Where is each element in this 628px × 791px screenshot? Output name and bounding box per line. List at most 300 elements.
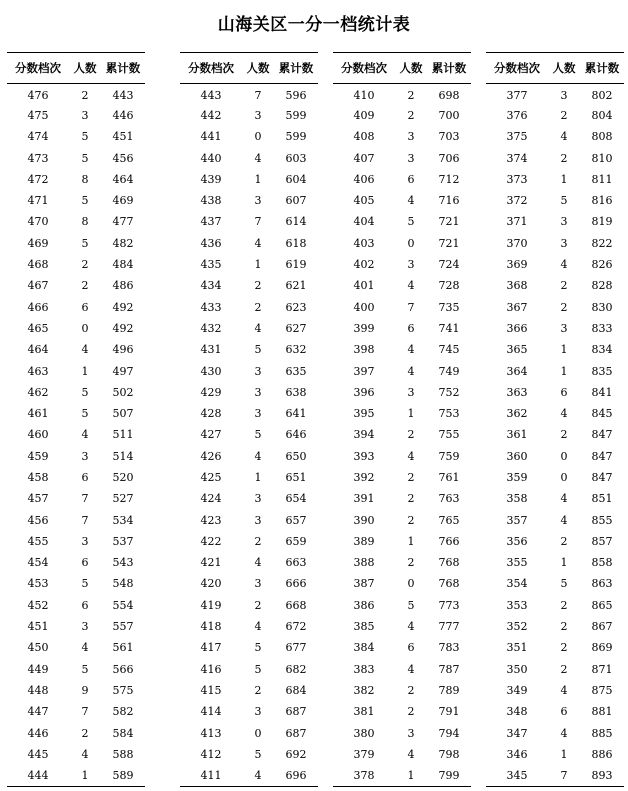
cumulative-cell: 826: [591, 258, 613, 272]
cumulative-cell: 621: [285, 279, 307, 293]
score-cell: 403: [353, 236, 375, 250]
count-cell: 6: [407, 172, 415, 186]
table-row: [333, 616, 471, 637]
table-row: [486, 211, 624, 232]
count-cell: 3: [254, 108, 262, 122]
count-cell: 1: [407, 534, 415, 548]
count-cell: 3: [254, 364, 262, 378]
cumulative-cell: 741: [438, 321, 460, 335]
table-header-row: [7, 53, 145, 84]
table-row: [7, 382, 145, 403]
table-row: [486, 382, 624, 403]
score-cell: 441: [200, 130, 222, 144]
score-cell: 427: [200, 428, 222, 442]
cumulative-cell: 789: [438, 683, 460, 697]
cumulative-cell: 482: [112, 236, 134, 250]
cumulative-cell: 511: [112, 428, 134, 442]
cumulative-cell: 716: [438, 194, 460, 208]
score-cell: 470: [27, 215, 49, 229]
cumulative-cell: 847: [591, 449, 613, 463]
score-cell: 424: [200, 492, 222, 506]
score-cell: 435: [200, 258, 222, 272]
count-cell: 3: [81, 449, 89, 463]
cumulative-cell: 768: [438, 577, 460, 591]
cumulative-cell: 799: [427, 765, 471, 786]
score-cell: 425: [200, 470, 222, 484]
count-cell: 7: [548, 765, 580, 786]
score-cell: 392: [353, 470, 375, 484]
score-cell: 408: [353, 130, 375, 144]
score-cell: 436: [200, 236, 222, 250]
score-cell: 428: [200, 407, 222, 421]
cumulative-cell: 703: [438, 130, 460, 144]
table-row: [486, 275, 624, 296]
table-row: [180, 424, 318, 445]
count-cell: 2: [81, 279, 89, 293]
score-cell: 458: [27, 470, 49, 484]
cumulative-cell: 684: [285, 683, 307, 697]
header-cumulative: 累计数: [427, 53, 471, 84]
cumulative-cell: 446: [112, 108, 134, 122]
cumulative-cell: 650: [285, 449, 307, 463]
count-cell: 4: [242, 765, 274, 786]
score-cell: 446: [27, 726, 49, 740]
count-cell: 5: [81, 194, 89, 208]
count-cell: 4: [560, 726, 568, 740]
cumulative-cell: 596: [285, 88, 307, 102]
table-row: [486, 254, 624, 275]
table-row: [7, 680, 145, 701]
table-row: [7, 190, 145, 211]
score-cell: 377: [506, 88, 528, 102]
score-cell: 361: [506, 428, 528, 442]
cumulative-cell: 845: [591, 407, 613, 421]
table-row: [333, 169, 471, 190]
score-cell: 473: [27, 151, 49, 165]
cumulative-cell: 759: [438, 449, 460, 463]
count-cell: 5: [254, 428, 262, 442]
cumulative-cell: 492: [112, 321, 134, 335]
count-cell: 1: [560, 343, 568, 357]
count-cell: 2: [254, 534, 262, 548]
score-cell: 433: [200, 300, 222, 314]
count-cell: 2: [560, 641, 568, 655]
count-cell: 5: [254, 747, 262, 761]
count-cell: 6: [81, 556, 89, 570]
score-cell: 468: [27, 258, 49, 272]
page-title: 山海关区一分一档统计表: [217, 15, 411, 35]
table-row: [180, 339, 318, 360]
cumulative-cell: 618: [285, 236, 307, 250]
count-cell: 1: [81, 364, 89, 378]
count-cell: 0: [81, 321, 89, 335]
table-header-row: [486, 53, 624, 84]
score-cell: 350: [506, 662, 528, 676]
count-cell: 2: [560, 300, 568, 314]
score-cell: 401: [353, 279, 375, 293]
count-cell: 5: [560, 577, 568, 591]
table-row: [7, 722, 145, 743]
table-row: [7, 446, 145, 467]
cumulative-cell: 766: [438, 534, 460, 548]
count-cell: 1: [560, 364, 568, 378]
score-cell: 394: [353, 428, 375, 442]
cumulative-cell: 451: [112, 130, 134, 144]
cumulative-cell: 893: [580, 765, 624, 786]
cumulative-cell: 700: [438, 108, 460, 122]
count-cell: 4: [81, 343, 89, 357]
table-row: [486, 126, 624, 147]
table-row: [7, 254, 145, 275]
count-cell: 6: [560, 385, 568, 399]
header-score: 分数档次: [7, 53, 69, 84]
table-row: [333, 531, 471, 552]
score-cell: 391: [353, 492, 375, 506]
score-cell: 412: [200, 747, 222, 761]
cumulative-cell: 619: [285, 258, 307, 272]
table-row: [180, 488, 318, 509]
cumulative-cell: 537: [112, 534, 134, 548]
score-cell: 380: [353, 726, 375, 740]
table-row: [486, 744, 624, 765]
table-row: [333, 637, 471, 658]
score-cell: 393: [353, 449, 375, 463]
cumulative-cell: 607: [285, 194, 307, 208]
count-cell: 1: [254, 172, 262, 186]
table-row: [486, 84, 624, 105]
cumulative-cell: 749: [438, 364, 460, 378]
cumulative-cell: 514: [112, 449, 134, 463]
table-row: [180, 744, 318, 765]
count-cell: 4: [254, 620, 262, 634]
score-cell: 455: [27, 534, 49, 548]
table-row: [333, 382, 471, 403]
table-row: [180, 147, 318, 168]
table-row: [486, 701, 624, 722]
table-row: [333, 254, 471, 275]
table-row: [333, 211, 471, 232]
table-row: [486, 509, 624, 530]
count-cell: 3: [81, 620, 89, 634]
cumulative-cell: 798: [438, 747, 460, 761]
cumulative-cell: 659: [285, 534, 307, 548]
count-cell: 2: [254, 598, 262, 612]
table-row: [180, 275, 318, 296]
count-cell: 3: [254, 194, 262, 208]
score-cell: 414: [200, 705, 222, 719]
count-cell: 4: [254, 321, 262, 335]
cumulative-cell: 811: [591, 172, 613, 186]
cumulative-cell: 543: [112, 556, 134, 570]
score-cell: 367: [506, 300, 528, 314]
score-cell: 429: [200, 385, 222, 399]
cumulative-cell: 534: [112, 513, 134, 527]
cumulative-cell: 477: [112, 215, 134, 229]
score-cell: 404: [353, 215, 375, 229]
count-cell: 5: [81, 577, 89, 591]
cumulative-cell: 881: [591, 705, 613, 719]
score-cell: 440: [200, 151, 222, 165]
count-cell: 4: [407, 194, 415, 208]
score-cell: 348: [506, 705, 528, 719]
score-cell: 464: [27, 343, 49, 357]
count-cell: 4: [407, 449, 415, 463]
score-cell: 379: [353, 747, 375, 761]
table-row: [333, 360, 471, 381]
table-row: [7, 147, 145, 168]
table-row: [333, 318, 471, 339]
table-row: [7, 360, 145, 381]
table-row: [333, 467, 471, 488]
score-cell: 378: [333, 765, 395, 786]
score-cell: 439: [200, 172, 222, 186]
cumulative-cell: 765: [438, 513, 460, 527]
count-cell: 5: [81, 236, 89, 250]
cumulative-cell: 548: [112, 577, 134, 591]
cumulative-cell: 816: [591, 194, 613, 208]
score-cell: 373: [506, 172, 528, 186]
score-cell: 357: [506, 513, 528, 527]
table-row: [7, 531, 145, 552]
table-row: [180, 509, 318, 530]
cumulative-cell: 808: [591, 130, 613, 144]
count-cell: 6: [81, 470, 89, 484]
cumulative-cell: 830: [591, 300, 613, 314]
score-cell: 461: [27, 407, 49, 421]
count-cell: 4: [254, 556, 262, 570]
cumulative-cell: 851: [591, 492, 613, 506]
score-cell: 405: [353, 194, 375, 208]
score-cell: 432: [200, 321, 222, 335]
score-cell: 388: [353, 556, 375, 570]
cumulative-cell: 847: [591, 428, 613, 442]
score-cell: 421: [200, 556, 222, 570]
score-cell: 398: [353, 343, 375, 357]
score-cell: 423: [200, 513, 222, 527]
table-row: [333, 701, 471, 722]
cumulative-cell: 507: [112, 407, 134, 421]
table-row: [180, 360, 318, 381]
count-cell: 3: [81, 534, 89, 548]
score-cell: 467: [27, 279, 49, 293]
cumulative-cell: 721: [438, 215, 460, 229]
cumulative-cell: 635: [285, 364, 307, 378]
cumulative-cell: 575: [112, 683, 134, 697]
table-row: [333, 488, 471, 509]
score-cell: 438: [200, 194, 222, 208]
score-cell: 347: [506, 726, 528, 740]
count-cell: 2: [407, 705, 415, 719]
score-cell: 406: [353, 172, 375, 186]
table-row: [180, 318, 318, 339]
table-row: [333, 722, 471, 743]
count-cell: 0: [407, 236, 415, 250]
cumulative-cell: 666: [285, 577, 307, 591]
count-cell: 9: [81, 683, 89, 697]
score-cell: 475: [27, 108, 49, 122]
score-cell: 416: [200, 662, 222, 676]
cumulative-cell: 847: [591, 470, 613, 484]
count-cell: 2: [560, 662, 568, 676]
cumulative-cell: 527: [112, 492, 134, 506]
table-row: [486, 339, 624, 360]
cumulative-cell: 841: [591, 385, 613, 399]
count-cell: 7: [407, 300, 415, 314]
cumulative-cell: 875: [591, 683, 613, 697]
cumulative-cell: 752: [438, 385, 460, 399]
cumulative-cell: 632: [285, 343, 307, 357]
cumulative-cell: 833: [591, 321, 613, 335]
table-row: [333, 573, 471, 594]
score-cell: 453: [27, 577, 49, 591]
score-cell: 349: [506, 683, 528, 697]
count-cell: 0: [254, 726, 262, 740]
score-cell: 419: [200, 598, 222, 612]
table-row: [7, 105, 145, 126]
score-cell: 443: [200, 88, 222, 102]
count-cell: 1: [560, 172, 568, 186]
count-cell: 3: [407, 385, 415, 399]
count-cell: 3: [407, 130, 415, 144]
table-row: [486, 531, 624, 552]
cumulative-cell: 464: [112, 172, 134, 186]
count-cell: 6: [407, 321, 415, 335]
table-row: [180, 659, 318, 680]
score-cell: 354: [506, 577, 528, 591]
score-cell: 389: [353, 534, 375, 548]
score-table-4: [486, 52, 624, 787]
score-cell: 407: [353, 151, 375, 165]
cumulative-cell: 735: [438, 300, 460, 314]
score-cell: 426: [200, 449, 222, 463]
table-row: [486, 360, 624, 381]
score-cell: 385: [353, 620, 375, 634]
table-row: [333, 126, 471, 147]
table-row: [7, 701, 145, 722]
cumulative-cell: 456: [112, 151, 134, 165]
header-score: 分数档次: [486, 53, 548, 84]
count-cell: 5: [81, 385, 89, 399]
table-row: [7, 765, 145, 786]
cumulative-cell: 869: [591, 641, 613, 655]
score-cell: 445: [27, 747, 49, 761]
count-cell: 4: [254, 236, 262, 250]
score-cell: 390: [353, 513, 375, 527]
score-cell: 395: [353, 407, 375, 421]
cumulative-cell: 443: [112, 88, 134, 102]
count-cell: 1: [395, 765, 427, 786]
table-row: [180, 254, 318, 275]
score-cell: 363: [506, 385, 528, 399]
score-cell: 382: [353, 683, 375, 697]
cumulative-cell: 857: [591, 534, 613, 548]
count-cell: 2: [560, 598, 568, 612]
count-cell: 1: [69, 765, 101, 786]
cumulative-cell: 804: [591, 108, 613, 122]
count-cell: 5: [407, 215, 415, 229]
table-row: [486, 169, 624, 190]
table-row: [180, 616, 318, 637]
cumulative-cell: 492: [112, 300, 134, 314]
header-score: 分数档次: [333, 53, 395, 84]
score-cell: 451: [27, 620, 49, 634]
count-cell: 7: [254, 215, 262, 229]
count-cell: 0: [254, 130, 262, 144]
score-table-1: [7, 52, 145, 787]
table-row: [486, 424, 624, 445]
score-cell: 459: [27, 449, 49, 463]
table-row: [7, 84, 145, 105]
table-row: [486, 616, 624, 637]
cumulative-cell: 712: [438, 172, 460, 186]
score-cell: 387: [353, 577, 375, 591]
cumulative-cell: 520: [112, 470, 134, 484]
table-row: [180, 382, 318, 403]
cumulative-cell: 663: [285, 556, 307, 570]
score-cell: 471: [27, 194, 49, 208]
table-row: [7, 595, 145, 616]
cumulative-cell: 721: [438, 236, 460, 250]
table-row: [180, 211, 318, 232]
cumulative-cell: 604: [285, 172, 307, 186]
count-cell: 4: [407, 343, 415, 357]
table-row: [333, 446, 471, 467]
cumulative-cell: 858: [591, 556, 613, 570]
score-cell: 422: [200, 534, 222, 548]
table-row: [180, 233, 318, 254]
score-cell: 430: [200, 364, 222, 378]
count-cell: 7: [81, 492, 89, 506]
count-cell: 4: [254, 151, 262, 165]
score-cell: 381: [353, 705, 375, 719]
cumulative-cell: 768: [438, 556, 460, 570]
count-cell: 4: [560, 683, 568, 697]
score-cell: 396: [353, 385, 375, 399]
cumulative-cell: 588: [112, 747, 134, 761]
score-cell: 434: [200, 279, 222, 293]
cumulative-cell: 623: [285, 300, 307, 314]
count-cell: 4: [407, 279, 415, 293]
table-row: [180, 595, 318, 616]
count-cell: 4: [560, 130, 568, 144]
count-cell: 3: [254, 407, 262, 421]
table-row: [180, 190, 318, 211]
cumulative-cell: 855: [591, 513, 613, 527]
cumulative-cell: 496: [112, 343, 134, 357]
cumulative-cell: 497: [112, 364, 134, 378]
header-count: 人数: [69, 53, 101, 84]
cumulative-cell: 698: [438, 88, 460, 102]
table-row: [486, 105, 624, 126]
table-row: [7, 573, 145, 594]
table-row: [333, 765, 471, 786]
table-row: [486, 467, 624, 488]
table-row: [7, 488, 145, 509]
cumulative-cell: 763: [438, 492, 460, 506]
count-cell: 4: [254, 449, 262, 463]
count-cell: 3: [254, 385, 262, 399]
count-cell: 5: [81, 130, 89, 144]
header-cumulative: 累计数: [274, 53, 318, 84]
count-cell: 4: [560, 513, 568, 527]
count-cell: 1: [560, 747, 568, 761]
score-cell: 450: [27, 641, 49, 655]
table-header-row: [333, 53, 471, 84]
cumulative-cell: 566: [112, 662, 134, 676]
count-cell: 3: [560, 236, 568, 250]
table-row: [180, 296, 318, 317]
cumulative-cell: 828: [591, 279, 613, 293]
